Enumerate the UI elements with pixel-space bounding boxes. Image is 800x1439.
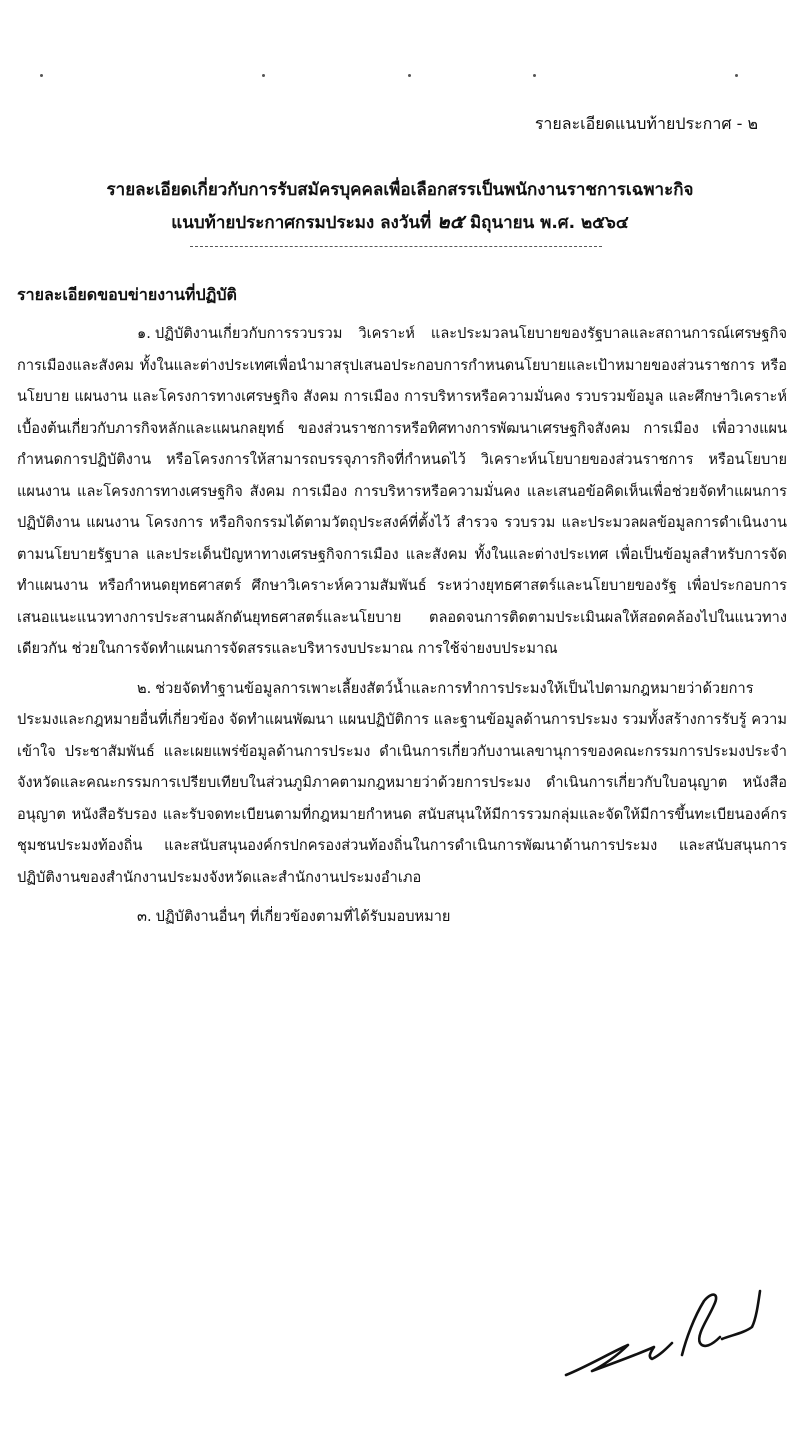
duties-list bbox=[17, 318, 787, 941]
attachment-label: รายละเอียดแนบท้ายประกาศ - ๒ bbox=[534, 114, 758, 133]
dashed-divider bbox=[190, 246, 602, 247]
scan-speck bbox=[40, 74, 43, 77]
duty-number: ๑. bbox=[137, 325, 151, 342]
duty-text: ปฏิบัติงานเกี่ยวกับการรวบรวม วิเคราะห์ และประมวลนโยบายของรัฐบาลและสถานการณ์เศรษฐกิจการเมืองและสังคม ทั้งในและต่างประเทศเพื่อนำมาสรุปเสนอประกอบการกำหนดนโยบายและเป้าหมายของส่วนราชการ หรือนโยบาย แผนงาน และโครงการทางเศรษฐกิจ สังคม การเมือง การบริหารหรือความมั่นคง รวบรวมข้อมูล และศึกษาวิเคราะห์เบื้องต้นเกี่ยวกับภารกิจหลักและแผนกลยุทธ์ ของส่วนราชการหรือทิศทางการพัฒนาเศรษฐกิจสังคม การเมือง เพื่อวางแผนกำหนดการปฏิบัติงาน หรือโครงการให้สามารถบรรจุภารกิจที่กำหนดไว้ วิเคราะห์นโยบายของส่วนราชการ หรือนโยบาย แผนงาน และโครงการทางเศรษฐกิจ สังคม การเมือง การบริหารหรือความมั่นคง และเสนอข้อคิดเห็นเพื่อช่วยจัดทำแผนการปฏิบัติงาน แผนงาน โครงการ หรือกิจกรรมได้ตามวัตถุประสงค์ที่ตั้งไว้ สำรวจ รวบรวม และประมวลผลข้อมูลการดำเนินงานตามนโยบายรัฐบาล และประเด็นปัญหาทางเศรษฐกิจการเมือง และสังคม ทั้งในและต่างประเทศ เพื่อเป็นข้อมูลสำหรับการจัดทำแผนงาน หรือกำหนดยุทธศาสตร์ ศึกษาวิเคราะห์ความสัมพันธ์ ระหว่างยุทธศาสตร์และนโยบายของรัฐ เพื่อประกอบการเสนอแนะแนวทางการประสานผลักดันยุทธศาสตร์และนโยบาย ตลอดจนการติดตามประเมินผลให้สอดคล้องไปในแนวทางเดียวกัน ช่วยในการจัดทำแผนการจัดสรรและบริหารงบประมาณ การใช้จ่ายงบประมาณ bbox=[17, 325, 787, 657]
duty-number: ๒. bbox=[137, 679, 152, 697]
scan-speck bbox=[735, 74, 738, 77]
document-title-line1: รายละเอียดเกี่ยวกับการรับสมัครบุคคลเพื่อเลือกสรรเป็นพนักงานราชการเฉพาะกิจ bbox=[106, 180, 694, 200]
document-title-line2 bbox=[0, 207, 800, 237]
duty-item-3 bbox=[17, 901, 787, 933]
title-line2-suffix: มิถุนายน พ.ศ. ๒๕๖๔ bbox=[464, 213, 629, 233]
duty-text: ปฏิบัติงานอื่นๆ ที่เกี่ยวข้องตามที่ได้รับมอบหมาย bbox=[155, 908, 451, 925]
scan-speck bbox=[408, 74, 411, 77]
handwritten-signature bbox=[562, 1283, 772, 1393]
handwritten-day: ๒๕ bbox=[437, 211, 465, 233]
duty-text: ช่วยจัดทำฐานข้อมูลการเพาะเลี้ยงสัตว์น้ำและการทำการประมงให้เป็นไปตามกฎหมายว่าด้วยการประมงและกฎหมายอื่นที่เกี่ยวข้อง จัดทำแผนพัฒนา แผนปฏิบัติการ และฐานข้อมูลด้านการประมง รวมทั้งสร้างการรับรู้ ความเข้าใจ ประชาสัมพันธ์ และเผยแพร่ข้อมูลด้านการประมง ดำเนินการเกี่ยวกับงานเลขานุการของคณะกรรมการประมงประจำจังหวัดและคณะกรรมการเปรียบเทียบในส่วนภูมิภาคตามกฎหมายว่าด้วยการประมง ดำเนินการเกี่ยวกับใบอนุญาต หนังสืออนุญาต หนังสือรับรอง และรับจดทะเบียนตามที่กฎหมายกำหนด สนับสนุนให้มีการรวมกลุ่มและจัดให้มีการขึ้นทะเบียนองค์กรชุมชนประมงท้องถิ่น และสนับสนุนองค์กรปกครองส่วนท้องถิ่นในการดำเนินการพัฒนาด้านการประมง และสนับสนุนการปฏิบัติงานของสำนักงานประมงจังหวัดและสำนักงานประมงอำเภอ bbox=[17, 679, 787, 886]
section-heading: รายละเอียดขอบข่ายงานที่ปฏิบัติ bbox=[17, 285, 237, 304]
duty-item-2 bbox=[17, 673, 787, 894]
duty-item-1 bbox=[17, 318, 787, 665]
scan-speck bbox=[533, 74, 536, 77]
title-line2-prefix: แนบท้ายประกาศกรมประมง ลงวันที่ bbox=[171, 213, 438, 233]
duty-number: ๓. bbox=[137, 908, 152, 925]
scan-speck bbox=[262, 74, 265, 77]
